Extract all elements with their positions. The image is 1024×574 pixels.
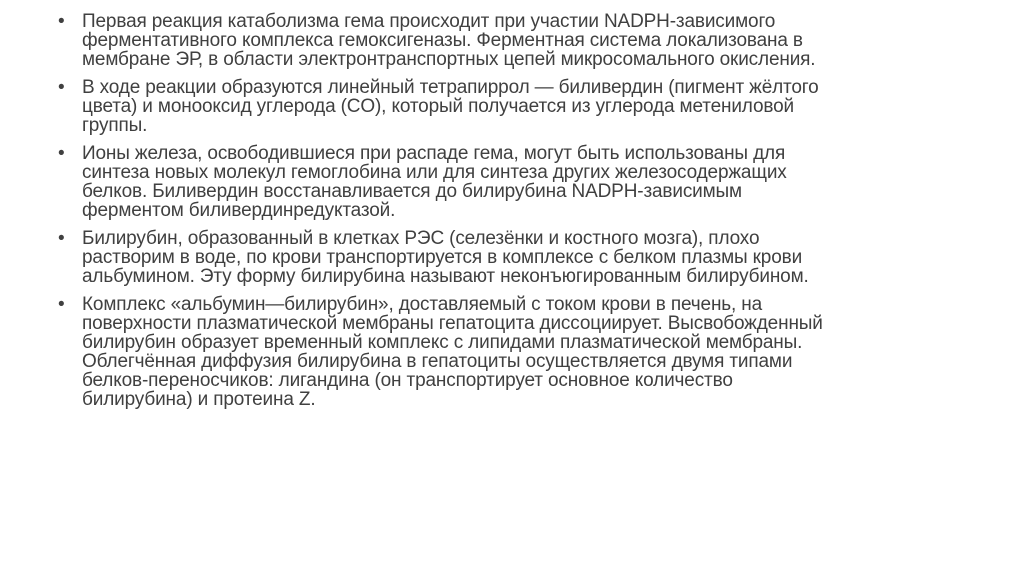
- text-line: Облегчённая диффузия билирубина в гепатоциты осуществляется двумя типами: [82, 351, 793, 372]
- text-line: Первая реакция катаболизма гема происходит при участии NADPH-зависимого: [82, 11, 776, 32]
- bullet-icon: •: [58, 77, 65, 98]
- bullet-icon: •: [58, 143, 65, 164]
- text-line: цвета) и монооксид углерода (CO), который получается из углерода метениловой: [82, 96, 794, 117]
- bullet-text: [82, 295, 956, 409]
- text-line: ферментом биливердинредуктазой.: [82, 200, 396, 221]
- bullet-list: [56, 12, 956, 418]
- text-line: Комплекс «альбумин—билирубин», доставляемый с током крови в печень, на: [82, 294, 763, 315]
- bullet-text: [82, 229, 956, 286]
- bullet-item: [56, 12, 956, 69]
- text-line: Ионы железа, освободившиеся при распаде гема, могут быть использованы для: [82, 143, 786, 164]
- bullet-text: [82, 78, 956, 135]
- bullet-item: [56, 295, 956, 409]
- bullet-icon: •: [58, 294, 65, 315]
- text-line: мембране ЭР, в области электронтранспортных цепей микросомального окисления.: [82, 49, 816, 70]
- bullet-item: [56, 229, 956, 286]
- text-line: В ходе реакции образуются линейный тетрапиррол — биливердин (пигмент жёлтого: [82, 77, 819, 98]
- text-line: поверхности плазматической мембраны гепатоцита диссоциирует. Высвобожденный: [82, 313, 823, 334]
- text-line: билирубин образует временный комплекс с липидами плазматической мембраны.: [82, 332, 803, 353]
- text-line: альбумином. Эту форму билирубина называют неконъюгированным билирубином.: [82, 266, 809, 287]
- bullet-icon: •: [58, 11, 65, 32]
- bullet-text: [82, 144, 956, 220]
- text-line: Билирубин, образованный в клетках РЭС (селезёнки и костного мозга), плохо: [82, 228, 760, 249]
- bullet-item: [56, 144, 956, 220]
- bullet-icon: •: [58, 228, 65, 249]
- bullet-item: [56, 78, 956, 135]
- text-line: билирубина) и протеина Z.: [82, 389, 316, 410]
- text-line: растворим в воде, по крови транспортируется в комплексе с белком плазмы крови: [82, 247, 803, 268]
- text-line: группы.: [82, 115, 148, 136]
- text-line: синтеза новых молекул гемоглобина или для синтеза других железосодержащих: [82, 162, 787, 183]
- text-line: белков. Биливердин восстанавливается до билирубина NADPH-зависимым: [82, 181, 742, 202]
- text-line: ферментативного комплекса гемоксигеназы. Ферментная система локализована в: [82, 30, 803, 51]
- text-line: белков-переносчиков: лигандина (он транспортирует основное количество: [82, 370, 733, 391]
- bullet-text: [82, 12, 956, 69]
